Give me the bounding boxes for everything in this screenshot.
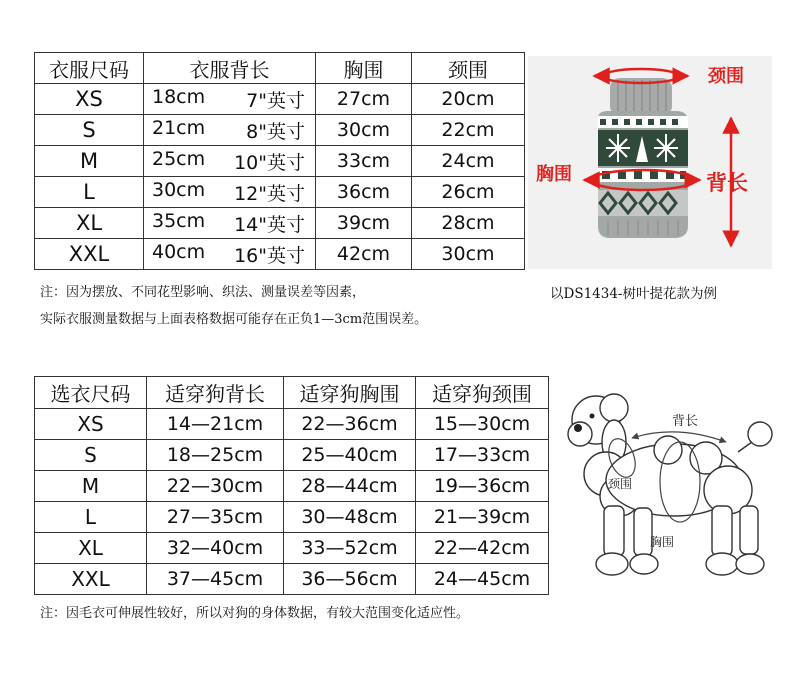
size-cell: S bbox=[35, 440, 147, 471]
table-row bbox=[35, 84, 525, 115]
length-cell bbox=[144, 208, 316, 239]
length-cell bbox=[144, 115, 316, 146]
sweater-measurement-image bbox=[528, 56, 772, 269]
back-cell: 14—21cm bbox=[147, 409, 284, 440]
note-line-2: 实际衣服测量数据与上面表格数据可能存在正负1—3cm范围误差。 bbox=[40, 312, 428, 327]
table-row bbox=[35, 533, 549, 564]
length-cm: 40cm bbox=[152, 240, 206, 263]
length-cell bbox=[144, 146, 316, 177]
back-length-label: 背长 bbox=[672, 414, 699, 429]
size-cell: L bbox=[35, 502, 147, 533]
header-chest: 胸围 bbox=[316, 53, 412, 84]
header-neck: 颈围 bbox=[412, 53, 525, 84]
neck-cell: 19—36cm bbox=[416, 471, 549, 502]
neck-cell: 21—39cm bbox=[416, 502, 549, 533]
size-cell: M bbox=[35, 471, 147, 502]
neck-cell: 24cm bbox=[412, 146, 525, 177]
table-header-row bbox=[35, 53, 525, 84]
length-inch: 7"英寸 bbox=[246, 89, 305, 112]
chest-cell: 28—44cm bbox=[284, 471, 416, 502]
table-header-row bbox=[35, 377, 549, 409]
size-cell: XXL bbox=[35, 239, 144, 270]
back-cell: 37—45cm bbox=[147, 564, 284, 595]
table-row bbox=[35, 239, 525, 270]
table-row bbox=[35, 502, 549, 533]
chest-cell: 39cm bbox=[316, 208, 412, 239]
sweater-diagram bbox=[528, 56, 772, 269]
header-clothing-length: 衣服背长 bbox=[144, 53, 316, 84]
length-cm: 30cm bbox=[152, 178, 206, 201]
sweater-icon bbox=[598, 78, 688, 238]
length-label: 背长 bbox=[706, 171, 748, 195]
chest-cell: 33cm bbox=[316, 146, 412, 177]
length-inch: 12"英寸 bbox=[234, 182, 305, 205]
chest-label: 胸围 bbox=[536, 164, 572, 185]
length-inch: 10"英寸 bbox=[234, 151, 305, 174]
chest-cell: 30cm bbox=[316, 115, 412, 146]
neck-cell: 30cm bbox=[412, 239, 525, 270]
back-cell: 18—25cm bbox=[147, 440, 284, 471]
chest-cell: 22—36cm bbox=[284, 409, 416, 440]
table-row bbox=[35, 208, 525, 239]
dog-measurement-image bbox=[556, 378, 788, 586]
size-cell: XXL bbox=[35, 564, 147, 595]
length-cell bbox=[144, 177, 316, 208]
header-clothing-size: 衣服尺码 bbox=[35, 53, 144, 84]
neck-cell: 22cm bbox=[412, 115, 525, 146]
length-cm: 25cm bbox=[152, 147, 206, 170]
length-inch: 14"英寸 bbox=[234, 213, 305, 236]
dog-eye-icon bbox=[590, 414, 595, 419]
table-row bbox=[35, 564, 549, 595]
back-cell: 27—35cm bbox=[147, 502, 284, 533]
table-row bbox=[35, 177, 525, 208]
table-row bbox=[35, 115, 525, 146]
neck-cell: 24—45cm bbox=[416, 564, 549, 595]
header-dog-back: 适穿狗背长 bbox=[147, 377, 284, 409]
table-row bbox=[35, 471, 549, 502]
size-cell: XS bbox=[35, 409, 147, 440]
length-inch: 8"英寸 bbox=[246, 120, 305, 143]
dog-chest-label: 胸围 bbox=[650, 535, 675, 549]
dog-size-table bbox=[34, 376, 549, 595]
chest-cell: 36cm bbox=[316, 177, 412, 208]
size-cell: S bbox=[35, 115, 144, 146]
size-cell: L bbox=[35, 177, 144, 208]
chest-cell: 33—52cm bbox=[284, 533, 416, 564]
dog-neck-label: 颈围 bbox=[608, 477, 633, 491]
header-dog-neck: 适穿狗颈围 bbox=[416, 377, 549, 409]
neck-cell: 20cm bbox=[412, 84, 525, 115]
table-row bbox=[35, 409, 549, 440]
neck-label: 颈围 bbox=[708, 66, 744, 87]
neck-cell: 26cm bbox=[412, 177, 525, 208]
table-row bbox=[35, 146, 525, 177]
chest-cell: 30—48cm bbox=[284, 502, 416, 533]
size-cell: XS bbox=[35, 84, 144, 115]
length-cm: 21cm bbox=[152, 116, 206, 139]
note-line-1: 注：因为摆放、不同花型影响、织法、测量误差等因素， bbox=[40, 285, 366, 300]
neck-cell: 22—42cm bbox=[416, 533, 549, 564]
table-row bbox=[35, 440, 549, 471]
length-cm: 35cm bbox=[152, 209, 206, 232]
back-cell: 32—40cm bbox=[147, 533, 284, 564]
length-cell bbox=[144, 239, 316, 270]
chest-cell: 36—56cm bbox=[284, 564, 416, 595]
size-cell: XL bbox=[35, 208, 144, 239]
chest-cell: 25—40cm bbox=[284, 440, 416, 471]
sweater-caption: 以DS1434-树叶提花款为例 bbox=[550, 286, 717, 302]
neck-cell: 17—33cm bbox=[416, 440, 549, 471]
header-select-size: 选衣尺码 bbox=[35, 377, 147, 409]
back-cell: 22—30cm bbox=[147, 471, 284, 502]
neck-cell: 15—30cm bbox=[416, 409, 549, 440]
chest-cell: 27cm bbox=[316, 84, 412, 115]
note-elasticity: 注：因毛衣可伸展性较好，所以对狗的身体数据，有较大范围变化适应性。 bbox=[40, 606, 470, 621]
length-cell bbox=[144, 84, 316, 115]
dog-nose-icon bbox=[574, 424, 582, 432]
neck-cell: 28cm bbox=[412, 208, 525, 239]
length-inch: 16"英寸 bbox=[234, 244, 305, 267]
length-cm: 18cm bbox=[152, 85, 206, 108]
size-cell: XL bbox=[35, 533, 147, 564]
clothing-size-table bbox=[34, 52, 525, 270]
chest-cell: 42cm bbox=[316, 239, 412, 270]
size-cell: M bbox=[35, 146, 144, 177]
header-dog-chest: 适穿狗胸围 bbox=[284, 377, 416, 409]
